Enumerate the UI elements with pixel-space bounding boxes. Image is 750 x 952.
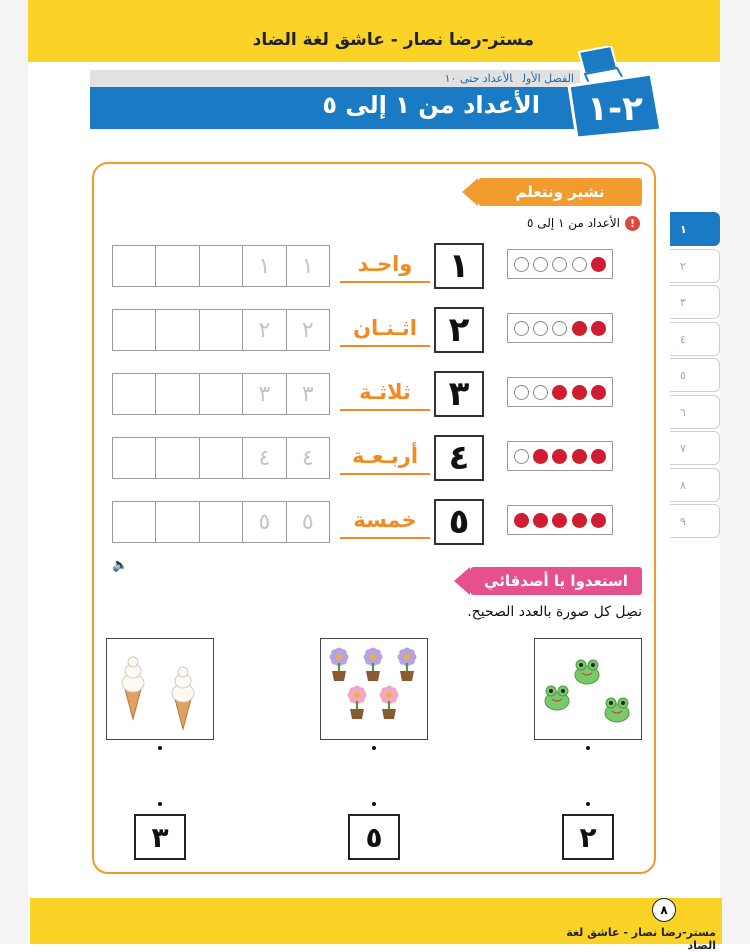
writing-cell[interactable] — [113, 374, 156, 414]
frog-icon — [545, 686, 569, 710]
filled-dot — [552, 385, 567, 400]
flower-pot-icon — [380, 686, 399, 720]
answer-box: ٢ — [562, 814, 614, 860]
writing-boxes — [112, 245, 330, 287]
writing-cell[interactable]: ٣ — [301, 381, 314, 407]
number-row — [112, 243, 642, 289]
lesson-title: الأعداد من ١ إلى ٥ — [322, 91, 540, 119]
writing-cell[interactable] — [113, 438, 156, 478]
lesson-tab[interactable]: ٦ — [670, 395, 720, 429]
chapter-label: الفصل الأول — [522, 72, 574, 85]
empty-dot — [533, 257, 548, 272]
dot-frame — [507, 249, 613, 279]
empty-dot — [552, 321, 567, 336]
filled-dot — [552, 449, 567, 464]
pencil-badge-icon — [565, 46, 665, 140]
answer-box: ٣ — [134, 814, 186, 860]
number-numeral: ٥ — [434, 499, 484, 545]
writing-cell[interactable] — [156, 246, 199, 286]
writing-cell[interactable]: ١ — [243, 246, 286, 286]
page-number: ٨ — [652, 898, 676, 922]
connect-dot[interactable] — [372, 802, 376, 806]
answer-box: ٥ — [348, 814, 400, 860]
writing-cell[interactable]: ٢ — [243, 310, 286, 350]
chapter-subheader — [90, 70, 580, 87]
right-margin — [720, 0, 750, 944]
filled-dot — [572, 321, 587, 336]
empty-dot — [572, 257, 587, 272]
writing-cell[interactable] — [156, 310, 199, 350]
lesson-tab[interactable]: ١ — [670, 212, 720, 246]
number-row — [112, 499, 642, 545]
writing-cell[interactable]: ١ — [301, 253, 314, 279]
writing-cell[interactable]: ٤ — [243, 438, 286, 478]
flower-pot-icon — [330, 648, 349, 682]
picture-frogs — [534, 638, 642, 740]
lesson-tab[interactable]: ٤ — [670, 322, 720, 356]
filled-dot — [572, 385, 587, 400]
connect-dot[interactable] — [586, 802, 590, 806]
writing-cell[interactable] — [113, 310, 156, 350]
frog-icon — [575, 660, 599, 684]
writing-cell[interactable] — [200, 246, 243, 286]
writing-boxes — [112, 437, 330, 479]
writing-cell[interactable] — [200, 310, 243, 350]
writing-cell[interactable]: ٤ — [301, 445, 314, 471]
number-row — [112, 307, 642, 353]
lesson-tab[interactable]: ٩ — [670, 504, 720, 538]
ice-cream-icon — [172, 667, 194, 729]
filled-dot — [552, 513, 567, 528]
flower-pot-icon — [364, 648, 383, 682]
writing-boxes — [112, 373, 330, 415]
header-title: مستر-رضا نصار - عاشق لغة الضاد — [252, 30, 534, 50]
left-margin — [0, 0, 28, 944]
dot-frame — [507, 505, 613, 535]
empty-dot — [514, 321, 529, 336]
lesson-tab[interactable]: ٨ — [670, 468, 720, 502]
lesson-tabs — [670, 212, 720, 541]
number-word: خمسة — [340, 503, 430, 539]
picture-ice-cream — [106, 638, 214, 740]
connect-dot[interactable] — [372, 746, 376, 750]
empty-dot — [552, 257, 567, 272]
writing-cell[interactable] — [200, 502, 243, 542]
writing-cell[interactable] — [156, 438, 199, 478]
filled-dot — [514, 513, 529, 528]
filled-dot — [533, 513, 548, 528]
number-row — [112, 435, 642, 481]
writing-cell[interactable]: ٥ — [243, 502, 286, 542]
lesson-tab[interactable]: ٧ — [670, 431, 720, 465]
writing-cell[interactable] — [113, 502, 156, 542]
filled-dot — [591, 513, 606, 528]
filled-dot — [572, 513, 587, 528]
picture-flowers — [320, 638, 428, 740]
dot-frame — [507, 377, 613, 407]
writing-cell[interactable] — [113, 246, 156, 286]
filled-dot — [533, 449, 548, 464]
speaker-icon[interactable]: 🔈 — [112, 558, 129, 573]
exclamation-icon: ! — [625, 216, 640, 231]
topic-label: الأعداد حتى ١٠ — [444, 72, 513, 85]
number-word: أربـعـة — [340, 439, 430, 475]
number-numeral: ٤ — [434, 435, 484, 481]
number-word: اثـنـان — [340, 311, 430, 347]
lesson-note — [440, 216, 640, 231]
filled-dot — [591, 449, 606, 464]
writing-cell[interactable]: ٥ — [301, 509, 314, 535]
lesson-tab[interactable]: ٢ — [670, 249, 720, 283]
section-tag-learn-point — [462, 178, 478, 206]
matching-instruction: نصِل كل صورة بالعدد الصحيح. — [467, 604, 642, 620]
empty-dot — [514, 385, 529, 400]
section-tag-ready-point — [454, 567, 470, 595]
writing-cell[interactable] — [200, 374, 243, 414]
empty-dot — [533, 385, 548, 400]
writing-cell[interactable] — [200, 438, 243, 478]
flower-pot-icon — [398, 648, 417, 682]
writing-cell[interactable]: ٣ — [243, 374, 286, 414]
lesson-number: ٢-١ — [587, 89, 643, 129]
connect-dot[interactable] — [158, 802, 162, 806]
section-tag-ready: استعدوا يا أصدقائي — [470, 567, 642, 595]
empty-dot — [533, 321, 548, 336]
number-word: ثلاثـة — [340, 375, 430, 411]
number-numeral: ١ — [434, 243, 484, 289]
empty-dot — [514, 449, 529, 464]
writing-cell[interactable] — [156, 374, 199, 414]
number-word: واحـد — [340, 247, 430, 283]
writing-cell[interactable] — [156, 502, 199, 542]
filled-dot — [572, 449, 587, 464]
flower-pot-icon — [348, 686, 367, 720]
section-tag-learn: نشير ونتعلم — [478, 178, 642, 206]
writing-boxes — [112, 309, 330, 351]
lesson-tab[interactable]: ٣ — [670, 285, 720, 319]
empty-dot — [514, 257, 529, 272]
filled-dot — [591, 385, 606, 400]
number-numeral: ٣ — [434, 371, 484, 417]
dot-frame — [507, 441, 613, 471]
filled-dot — [591, 321, 606, 336]
number-row — [112, 371, 642, 417]
writing-boxes — [112, 501, 330, 543]
note-text: الأعداد من ١ إلى ٥ — [526, 216, 620, 230]
footer-text: مستر-رضا نصار - عاشق لغة الضاد — [566, 926, 716, 952]
lesson-tab[interactable]: ٥ — [670, 358, 720, 392]
number-numeral: ٢ — [434, 307, 484, 353]
filled-dot — [591, 257, 606, 272]
lesson-banner — [90, 87, 580, 129]
dot-frame — [507, 313, 613, 343]
writing-cell[interactable]: ٢ — [301, 317, 314, 343]
connect-dot[interactable] — [158, 746, 162, 750]
ice-cream-icon — [122, 657, 144, 719]
connect-dot[interactable] — [586, 746, 590, 750]
frog-icon — [605, 698, 629, 722]
